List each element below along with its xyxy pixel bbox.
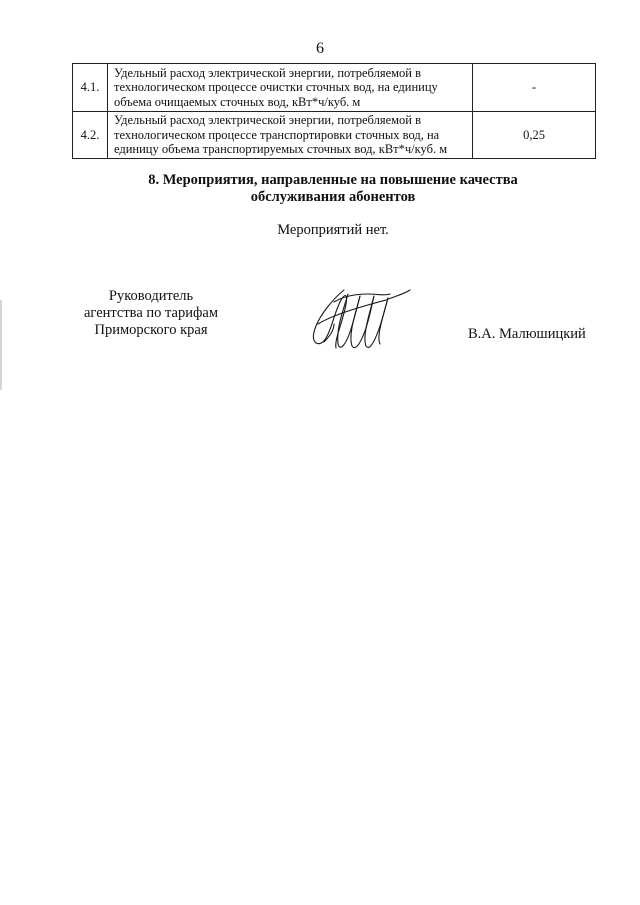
description-line: Удельный расход электрической энергии, потребляемой в: [114, 65, 422, 80]
description-line: технологическом процессе очистки сточных вод, на единицу: [114, 80, 438, 95]
row-value: -: [473, 64, 596, 112]
description-line: единицу объема транспортируемых сточных вод, кВт*ч/куб. м: [114, 142, 448, 157]
table-row: [73, 64, 596, 112]
indicators-table: [72, 63, 596, 159]
row-description: [108, 64, 473, 112]
signer-position: [70, 288, 232, 339]
handwritten-signature: [304, 284, 414, 356]
signer-position-line: Приморского края: [94, 322, 208, 338]
row-number: 4.2.: [73, 112, 108, 159]
table-row: [73, 112, 596, 159]
row-description: [108, 112, 473, 159]
description-line: объема очищаемых сточных вод, кВт*ч/куб. м: [114, 94, 361, 109]
signer-position-line: Руководитель: [108, 288, 194, 304]
section-heading: [100, 172, 566, 206]
row-value: 0,25: [473, 112, 596, 159]
page-number: 6: [316, 40, 324, 57]
section-heading-line: обслуживания абонентов: [250, 189, 416, 205]
scan-edge-mark: [0, 300, 2, 390]
section-text: Мероприятий нет.: [277, 222, 389, 238]
description-line: Удельный расход электрической энергии, потребляемой в: [114, 113, 422, 128]
row-number: 4.1.: [73, 64, 108, 112]
section-heading-line: 8. Мероприятия, направленные на повышение качества: [148, 172, 518, 188]
description-line: технологическом процессе транспортировки сточных вод, на: [114, 127, 440, 142]
signer-name: В.А. Малюшицкий: [468, 326, 586, 342]
signer-position-line: агентства по тарифам: [84, 305, 218, 321]
